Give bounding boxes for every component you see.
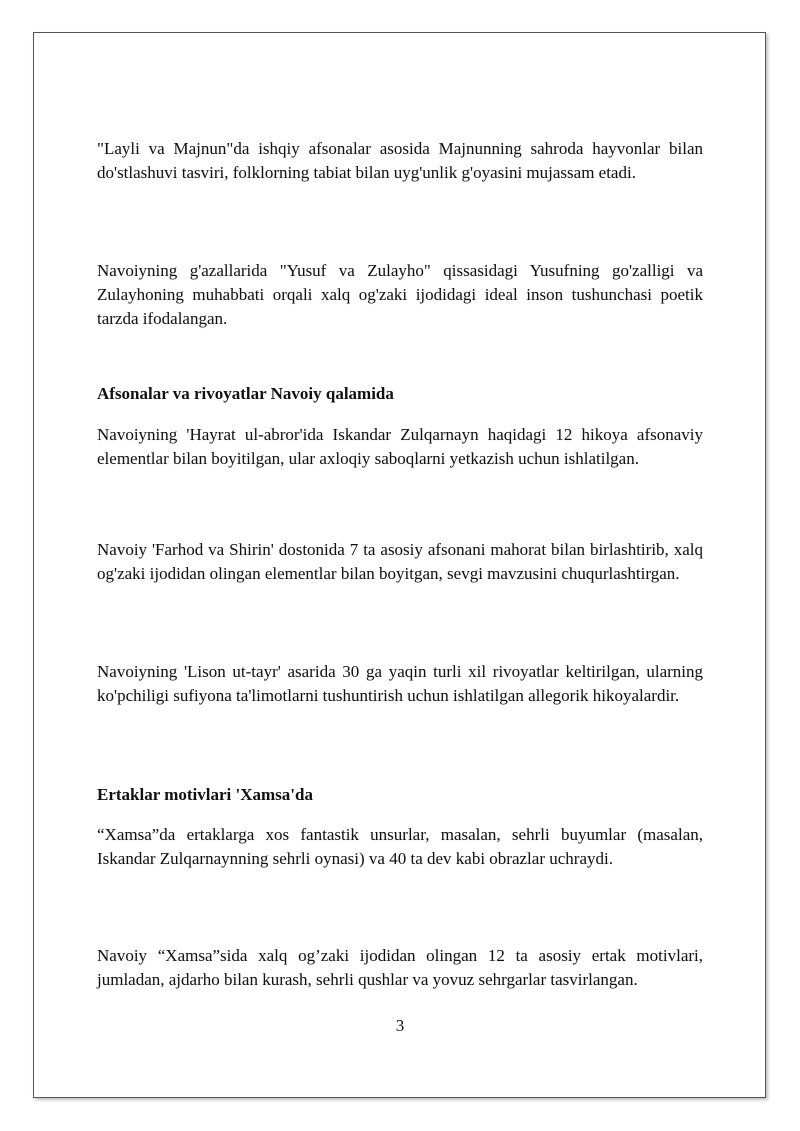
page-number: 3: [395, 1016, 405, 1035]
paragraph-lison-ut-tayr: Navoiyning 'Lison ut-tayr' asarida 30 ga yaqin turli xil rivoyatlar keltirilgan, ularning ko'pchiligi sufiyona ta'limotlarni tushuntirish uchun ishlatilgan allegorik hikoyalardir.: [97, 662, 703, 705]
paragraph-xamsa-motivlar: Navoiy “Xamsa”sida xalq og’zaki ijodidan olingan 12 ta asosiy ertak motivlari, jumladan, ajdarho bilan kurash, sehrli qushlar va yovuz sehrgarlar tasvirlangan.: [97, 946, 703, 989]
section-heading-afsonalar: Afsonalar va rivoyatlar Navoiy qalamida: [97, 384, 394, 403]
paragraph-xamsa-fantastik: “Xamsa”da ertaklarga xos fantastik unsurlar, masalan, sehrli buyumlar (masalan, Iskandar Zulqarnaynning sehrli oynasi) va 40 ta dev kabi obrazlar uchraydi.: [97, 825, 703, 868]
paragraph-yusuf-zulayho: Navoiyning g'azallarida "Yusuf va Zulayho" qissasidagi Yusufning go'zalligi va Zulayhoning muhabbati orqali xalq og'zaki ijodidagi ideal inson tushunchasi poetik tarzda ifodalangan.: [97, 261, 703, 328]
paragraph-hayrat-ul-abror: Navoiyning 'Hayrat ul-abror'ida Iskandar Zulqarnayn haqidagi 12 hikoya afsonaviy elementlar bilan boyitilgan, ular axloqiy saboqlarni yetkazish uchun ishlatilgan.: [97, 425, 703, 468]
paragraph-layli-majnun: "Layli va Majnun"da ishqiy afsonalar asosida Majnunning sahroda hayvonlar bilan do'stlashuvi tasviri, folklorning tabiat bilan uyg'unlik g'oyasini mujassam etadi.: [97, 139, 703, 182]
paragraph-farhod-shirin: Navoiy 'Farhod va Shirin' dostonida 7 ta asosiy afsonani mahorat bilan birlashtirib, xalq og'zaki ijodidan olingan elementlar bilan boyitgan, sevgi mavzusini chuqurlashtirgan.: [97, 540, 703, 583]
section-heading-ertaklar: Ertaklar motivlari 'Xamsa'da: [97, 785, 313, 804]
